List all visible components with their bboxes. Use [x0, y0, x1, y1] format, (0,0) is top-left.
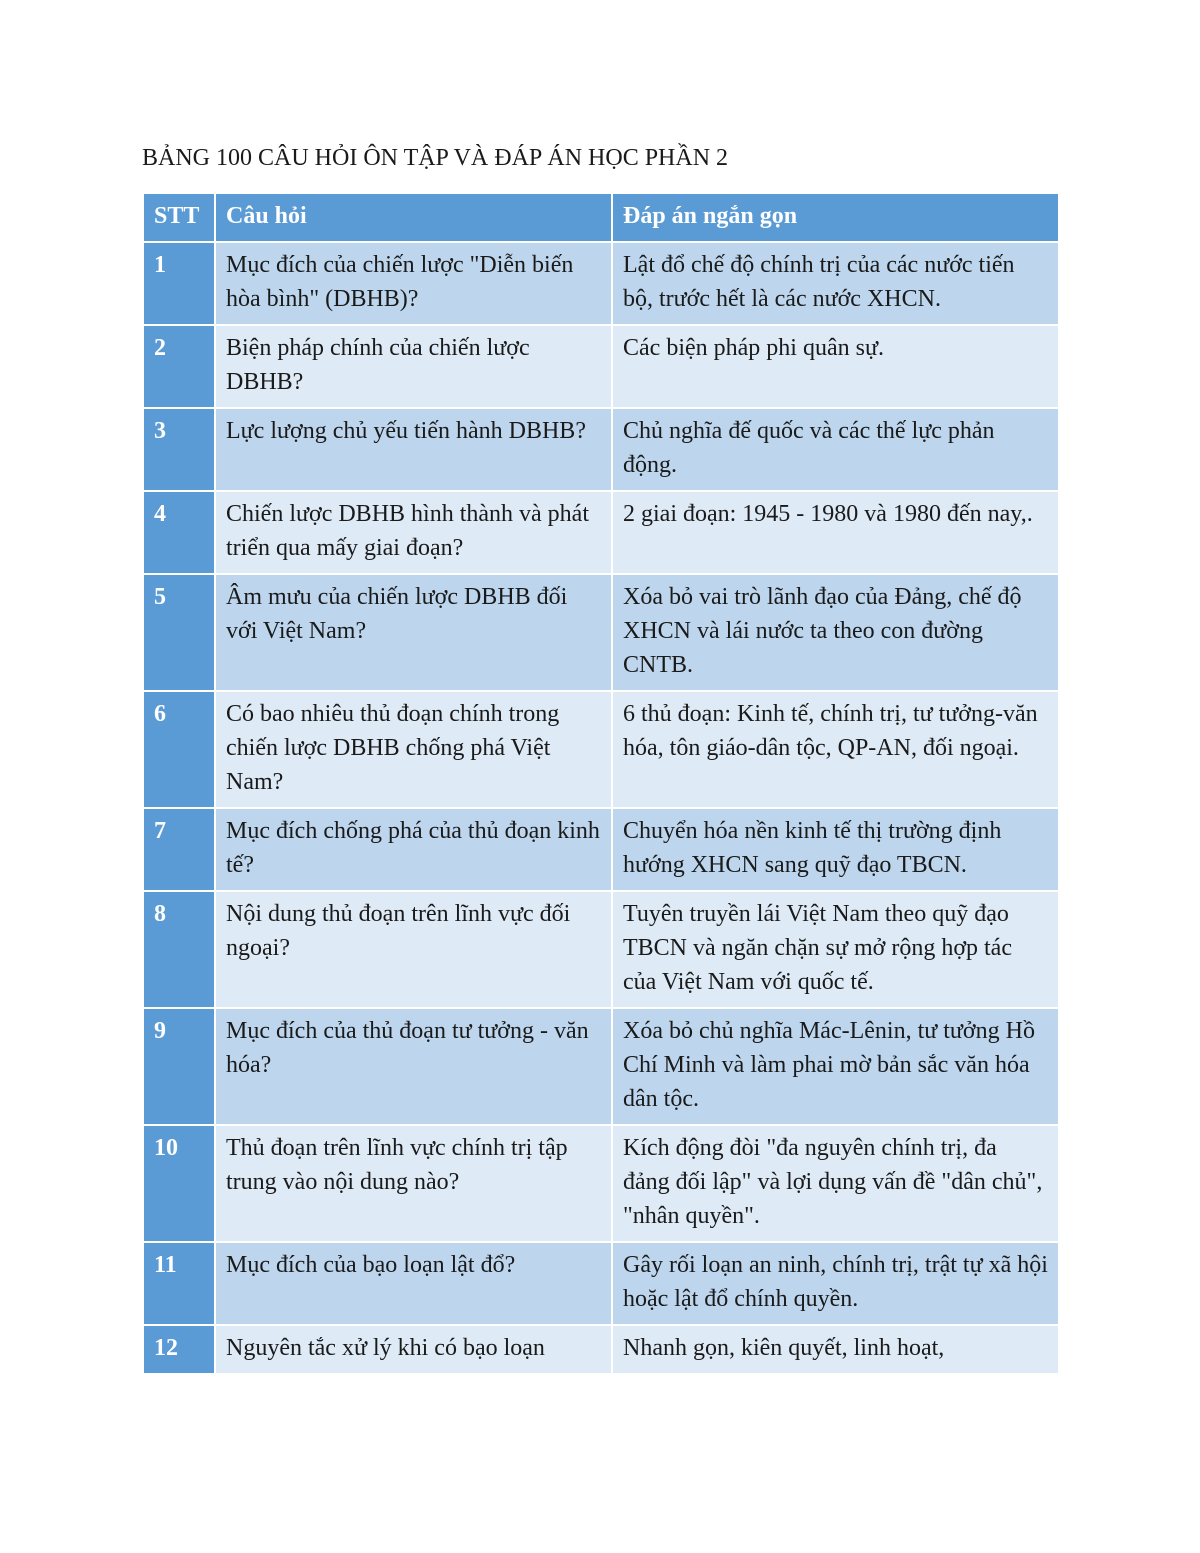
table-row	[143, 242, 1058, 325]
row-answer: Gây rối loạn an ninh, chính trị, trật tự xã hội hoặc lật đổ chính quyền.	[612, 1242, 1058, 1325]
row-number: 5	[143, 574, 215, 691]
row-question: Có bao nhiêu thủ đoạn chính trong chiến lược DBHB chống phá Việt Nam?	[215, 691, 612, 808]
table-row	[143, 574, 1058, 691]
qa-table	[142, 192, 1058, 1375]
row-answer: Các biện pháp phi quân sự.	[612, 325, 1058, 408]
row-number: 12	[143, 1325, 215, 1374]
header-question: Câu hỏi	[215, 193, 612, 242]
row-number: 7	[143, 808, 215, 891]
row-answer: Lật đổ chế độ chính trị của các nước tiến bộ, trước hết là các nước XHCN.	[612, 242, 1058, 325]
row-number: 11	[143, 1242, 215, 1325]
row-number: 10	[143, 1125, 215, 1242]
row-question: Nguyên tắc xử lý khi có bạo loạn	[215, 1325, 612, 1374]
row-question: Mục đích của thủ đoạn tư tưởng - văn hóa?	[215, 1008, 612, 1125]
row-question: Thủ đoạn trên lĩnh vực chính trị tập trung vào nội dung nào?	[215, 1125, 612, 1242]
document-title: BẢNG 100 CÂU HỎI ÔN TẬP VÀ ĐÁP ÁN HỌC PHẦN 2	[142, 145, 729, 171]
row-answer: Chủ nghĩa đế quốc và các thế lực phản động.	[612, 408, 1058, 491]
table-row	[143, 1325, 1058, 1374]
header-stt: STT	[143, 193, 215, 242]
row-question: Mục đích của chiến lược "Diễn biến hòa bình" (DBHB)?	[215, 242, 612, 325]
row-number: 6	[143, 691, 215, 808]
row-question: Nội dung thủ đoạn trên lĩnh vực đối ngoại?	[215, 891, 612, 1008]
row-answer: Kích động đòi "đa nguyên chính trị, đa đảng đối lập" và lợi dụng vấn đề "dân chủ", "nhân quyền".	[612, 1125, 1058, 1242]
row-question: Lực lượng chủ yếu tiến hành DBHB?	[215, 408, 612, 491]
row-number: 1	[143, 242, 215, 325]
header-answer: Đáp án ngắn gọn	[612, 193, 1058, 242]
table-row	[143, 491, 1058, 574]
row-question: Chiến lược DBHB hình thành và phát triển qua mấy giai đoạn?	[215, 491, 612, 574]
row-number: 2	[143, 325, 215, 408]
qa-table-container	[142, 192, 1058, 1405]
row-answer: Xóa bỏ vai trò lãnh đạo của Đảng, chế độ XHCN và lái nước ta theo con đường CNTB.	[612, 574, 1058, 691]
row-answer: Chuyển hóa nền kinh tế thị trường định hướng XHCN sang quỹ đạo TBCN.	[612, 808, 1058, 891]
row-answer: Tuyên truyền lái Việt Nam theo quỹ đạo TBCN và ngăn chặn sự mở rộng hợp tác của Việt Nam với quốc tế.	[612, 891, 1058, 1008]
row-question: Mục đích của bạo loạn lật đổ?	[215, 1242, 612, 1325]
row-question: Mục đích chống phá của thủ đoạn kinh tế?	[215, 808, 612, 891]
table-row	[143, 1008, 1058, 1125]
table-row	[143, 325, 1058, 408]
row-question: Âm mưu của chiến lược DBHB đối với Việt Nam?	[215, 574, 612, 691]
row-answer: Xóa bỏ chủ nghĩa Mác-Lênin, tư tưởng Hồ Chí Minh và làm phai mờ bản sắc văn hóa dân tộc.	[612, 1008, 1058, 1125]
row-number: 9	[143, 1008, 215, 1125]
row-answer: Nhanh gọn, kiên quyết, linh hoạt,	[612, 1325, 1058, 1374]
table-row	[143, 891, 1058, 1008]
row-number: 3	[143, 408, 215, 491]
table-row	[143, 1125, 1058, 1242]
row-number: 8	[143, 891, 215, 1008]
table-header-row	[143, 193, 1058, 242]
row-number: 4	[143, 491, 215, 574]
table-row	[143, 1242, 1058, 1325]
table-row	[143, 808, 1058, 891]
table-row	[143, 408, 1058, 491]
row-answer: 2 giai đoạn: 1945 - 1980 và 1980 đến nay,.	[612, 491, 1058, 574]
table-row	[143, 691, 1058, 808]
row-answer: 6 thủ đoạn: Kinh tế, chính trị, tư tưởng-văn hóa, tôn giáo-dân tộc, QP-AN, đối ngoại.	[612, 691, 1058, 808]
row-question: Biện pháp chính của chiến lược DBHB?	[215, 325, 612, 408]
